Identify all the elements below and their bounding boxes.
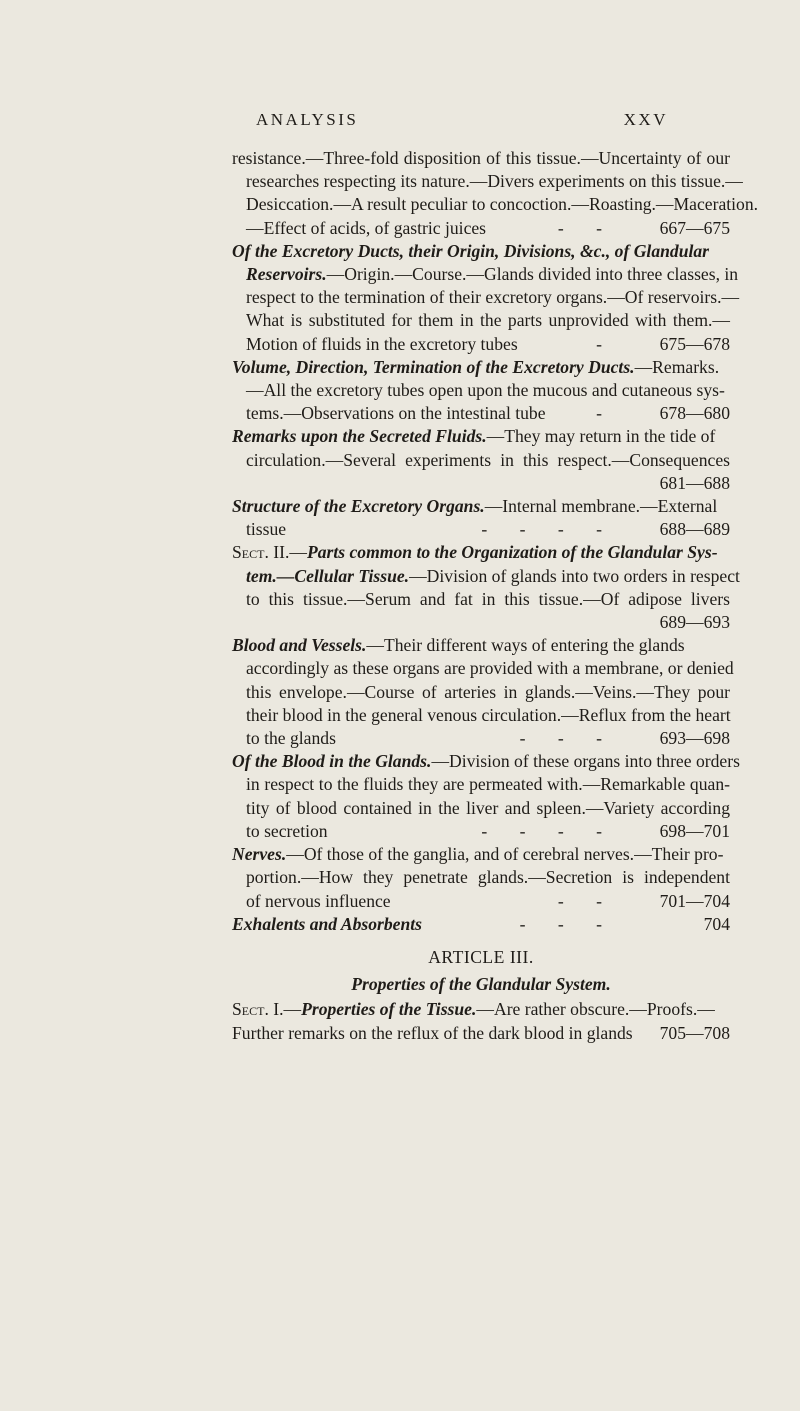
section-title: Blood and Vessels. xyxy=(232,635,367,656)
section-title: Remarks upon the Secreted Fluids. xyxy=(232,426,487,447)
page-range: 693—698 xyxy=(659,728,730,749)
page-range: 675—678 xyxy=(659,333,730,354)
text-line: tity of blood contained in the liver and spleen.—Variety according xyxy=(246,797,730,818)
text-line: accordingly as these organs are provided with a membrane, or denied xyxy=(246,658,734,679)
text-fragment: —Division of glands into two orders in respect xyxy=(409,565,740,586)
text-fragment: —Their different ways of entering the glands xyxy=(366,635,685,656)
section-title: Properties of the Tissue. xyxy=(301,999,477,1020)
leader-dashes: - - - xyxy=(519,913,616,934)
text-fragment: to secretion xyxy=(246,820,328,841)
text-line xyxy=(232,727,730,750)
text-fragment: tems.—Observations on the intestinal tube xyxy=(246,403,546,424)
text-line: resistance.—Three-fold disposition of this tissue.—Uncertainty of our xyxy=(232,148,730,168)
text-line xyxy=(232,217,730,240)
leader-dashes: - - xyxy=(557,217,616,238)
section-title: Of the Excretory Ducts, their Origin, Divisions, &c., of Glandular xyxy=(232,240,710,261)
leader-dashes: - xyxy=(596,333,616,354)
text-line xyxy=(232,820,730,843)
article-subtitle: Properties of the Glandular System. xyxy=(351,974,611,995)
text-line: to this tissue.—Serum and fat in this tissue.—Of adipose livers xyxy=(246,588,730,609)
text-fragment: —Division of these organs into three orders xyxy=(431,751,740,772)
text-line: circulation.—Several experiments in this respect.—Consequences xyxy=(246,449,730,470)
page-range: 689—693 xyxy=(659,612,730,633)
section-title: Nerves. xyxy=(232,844,287,865)
section-title-cont: Reservoirs. xyxy=(246,264,327,285)
leader-dashes: - - - - xyxy=(481,519,616,540)
text-line xyxy=(232,518,730,541)
text-line: respect to the termination of their excretory organs.—Of reservoirs.— xyxy=(246,287,740,308)
analysis-text xyxy=(232,147,759,1045)
text-line xyxy=(232,495,730,518)
text-line: What is substituted for them in the parts unprovided with them.— xyxy=(246,310,730,331)
text-line xyxy=(232,333,730,356)
sect-label: Sect. II.— xyxy=(232,542,307,563)
text-line xyxy=(232,472,730,495)
text-fragment: to the glands xyxy=(246,728,336,749)
text-line xyxy=(232,913,730,936)
page-range: 704 xyxy=(703,913,730,934)
leader-dashes: - - xyxy=(557,890,616,911)
header-title: ANALYSIS xyxy=(256,110,359,129)
text-line xyxy=(232,750,740,773)
section-title: Exhalents and Absorbents xyxy=(232,913,423,934)
leader-dashes: - - - xyxy=(519,728,616,749)
text-fragment: Further remarks on the reflux of the dark blood in glands xyxy=(232,1022,633,1043)
text-fragment: —Remarks. xyxy=(634,356,720,377)
page-range: 667—675 xyxy=(659,217,730,238)
text-line: in respect to the fluids they are permeated with.—Remarkable quan- xyxy=(246,774,730,795)
text-line: their blood in the general venous circulation.—Reflux from the heart xyxy=(246,704,731,725)
text-line xyxy=(232,541,730,564)
text-line xyxy=(232,843,730,866)
page-range: 705—708 xyxy=(659,1022,730,1043)
text-fragment: —They may return in the tide of xyxy=(486,426,716,447)
text-fragment: Motion of fluids in the excretory tubes xyxy=(246,333,518,354)
text-line: portion.—How they penetrate glands.—Secretion is independent xyxy=(246,867,730,888)
text-line xyxy=(232,565,740,588)
text-fragment: tissue xyxy=(246,519,287,540)
text-fragment: —Internal membrane.—External xyxy=(484,496,718,517)
text-line xyxy=(232,263,739,286)
text-line xyxy=(232,356,730,379)
running-header xyxy=(256,110,668,130)
page-range: 678—680 xyxy=(659,403,730,424)
leader-dashes: - - - - xyxy=(481,820,616,841)
page-range: 701—704 xyxy=(659,890,730,911)
text-line: this envelope.—Course of arteries in glands.—Veins.—They pour xyxy=(246,681,730,702)
text-line xyxy=(232,611,730,634)
article-heading: ARTICLE III. xyxy=(428,946,534,967)
text-fragment: —Origin.—Course.—Glands divided into three classes, in xyxy=(326,264,739,285)
page-range: 681—688 xyxy=(659,472,730,493)
text-fragment: —Effect of acids, of gastric juices xyxy=(246,217,487,238)
section-title-cont: tem.—Cellular Tissue. xyxy=(246,565,410,586)
page-range: 688—689 xyxy=(659,519,730,540)
section-title: Structure of the Excretory Organs. xyxy=(232,496,485,517)
text-line xyxy=(232,998,730,1021)
leader-dashes: - xyxy=(596,403,616,424)
text-line xyxy=(232,402,730,425)
text-line xyxy=(232,425,730,448)
section-heading xyxy=(232,240,730,263)
text-line xyxy=(232,1022,730,1045)
text-line: researches respecting its nature.—Divers experiments on this tissue.— xyxy=(246,171,743,192)
text-fragment: —Of those of the ganglia, and of cerebral nerves.—Their pro- xyxy=(286,844,724,865)
header-page-number: XXV xyxy=(623,110,668,129)
text-fragment: —Are rather obscure.—Proofs.— xyxy=(476,999,715,1020)
text-line xyxy=(232,890,730,913)
page-range: 698—701 xyxy=(659,820,730,841)
section-title: Of the Blood in the Glands. xyxy=(232,751,432,772)
text-fragment: of nervous influence xyxy=(246,890,391,911)
section-title: Parts common to the Organization of the Glandular Sys- xyxy=(306,542,718,563)
section-title: Volume, Direction, Termination of the Excretory Ducts. xyxy=(232,356,635,377)
text-line xyxy=(232,634,730,657)
sect-label: Sect. I.— xyxy=(232,999,302,1020)
text-line: Desiccation.—A result peculiar to concoction.—Roasting.—Maceration. xyxy=(246,194,759,215)
text-line: —All the excretory tubes open upon the mucous and cutaneous sys- xyxy=(246,380,725,401)
